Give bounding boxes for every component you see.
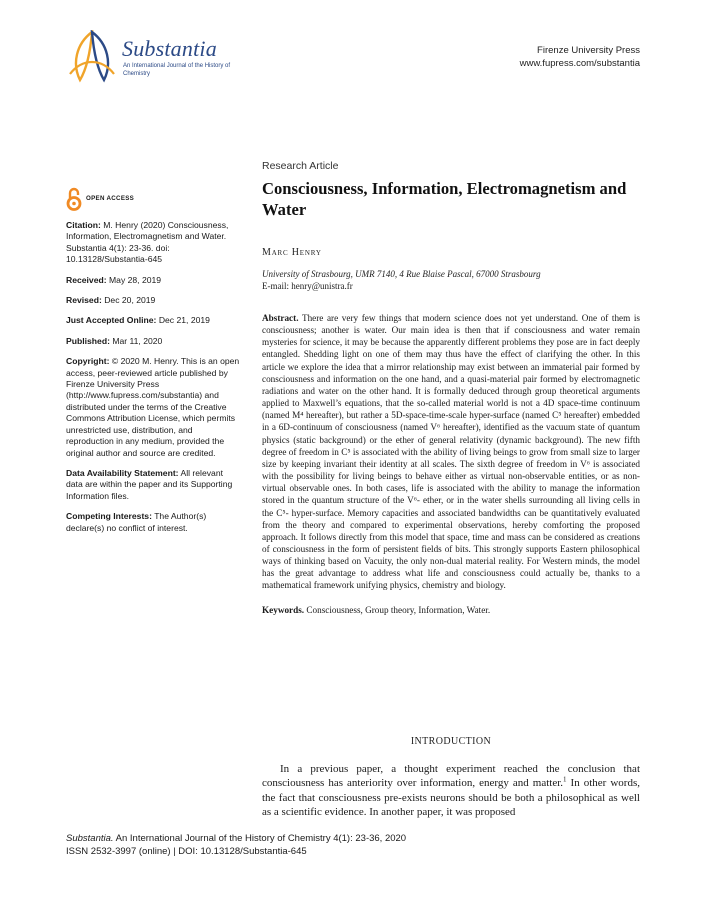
- citation-block: [66, 220, 240, 266]
- abstract: [262, 312, 640, 592]
- publisher-url[interactable]: www.fupress.com/substantia: [519, 58, 640, 69]
- copyright-label: Copyright:: [66, 356, 110, 367]
- article-author: Marc Henry: [262, 247, 322, 258]
- accepted-date: [66, 315, 240, 326]
- received-date: [66, 275, 240, 286]
- abstract-text: There are very few things that modern science does not yet understand. One of them is consciousness; another is water. Our main idea is then that if consciousness and water remain mysteries for science, it may be because the apparently different problems they pose are in fact deeply entangled. Shedding light on one of them may thus have the effect of clarifying the other. In this article we explore the idea that a mirror relationship may exist between an immaterial pair formed by consciousness and information on the one hand, and a quasi-material pair formed by electromagnetic radiations and water on the other hand. It is formally deduced through group theoretical arguments applied to Maxwell’s equations, that the so-called material world is not a 4D space-time continuum (named M⁴ hereafter), but rather a 5D-space-time-scale hyper-surface (named C⁵ hereafter) embedded in a 6D-continuum of consciousness (named V⁶ hereafter), identified as the vacuum state of quantum physics (static background) or the ether of general relativity (dynamic background). The new fifth degree of freedom in C⁵ is associated with the ability of living beings to grow from small size to larger size by keeping invariant their identity at all scales. The sixth degree of freedom in V⁶ is associated with the possibility for living beings to behave either as virtual non-observable entities, or as non-virtual observable ones. In both cases, life is associated with the ability to manage the information stored in the quantum structure of the V⁶- ether, or in the water shells surrounding all living cells in the C⁵- hyper-surface. Memory capacities and associated bandwidths can be quantitatively evaluated from the theory and compared to experimental observations, hereby comforting the proposed approach. It follows directly from this model that space, time and mass can be considered as creations of consciousness in the form of persistent fields of bits. This strongly supports Eastern philosophical ways of thinking based on Vacuity, the only non-dual material reality. For Western minds, the model has the great advantage to address what life and consciousness could actually be, thanks to a mathematical framework unifying physics, chemistry and biology.: [262, 313, 640, 591]
- open-access-label: OPEN ACCESS: [86, 195, 135, 203]
- abstract-label: Abstract.: [262, 313, 299, 323]
- published-label: Published:: [66, 335, 110, 346]
- copyright-text: © 2020 M. Henry. This is an open access, peer-reviewed article published by Firenze University Press (http://www.fupress.com/substantia) and distributed under the terms of the Creative Commons Attribution License, which permits unrestricted use, distribution, and reproduction in any medium, provided the original author and source are credited.: [66, 356, 240, 458]
- author-email: E-mail: henry@unistra.fr: [262, 281, 353, 291]
- publisher-info: [520, 44, 640, 70]
- competing-interests-label: Competing Interests:: [66, 511, 152, 522]
- article-type: Research Article: [262, 160, 339, 172]
- revised-date: [66, 295, 240, 306]
- citation-text: M. Henry (2020) Consciousness, Information, Electromagnetism and Water. Substantia 4(1): 23-36. doi: 10.13128/Substantia-645: [66, 220, 229, 265]
- author-affiliation: University of Strasbourg, UMR 7140, 4 Rue Blaise Pascal, 67000 Strasbourg: [262, 269, 541, 279]
- data-availability-text: All relevant data are within the paper and its Supporting Information files.: [66, 467, 233, 501]
- keywords: [262, 604, 640, 616]
- footer-journal-info: An International Journal of the History of Chemistry 4(1): 23-36, 2020: [113, 833, 407, 844]
- intro-text-continued: In other words, the fact that consciousness pre-exists neurons should be both a philosophical as well as a scientific evidence. In another paper, it was proposed: [262, 777, 640, 818]
- reference-1[interactable]: 1: [563, 775, 567, 784]
- footer-line-1: [66, 833, 406, 846]
- citation-label: Citation:: [66, 220, 101, 230]
- substantia-logo-icon: [66, 30, 118, 86]
- footer-journal-name: Substantia.: [66, 833, 114, 844]
- published-value: Mar 11, 2020: [112, 335, 163, 346]
- revised-value: Dec 20, 2019: [104, 295, 156, 306]
- introduction-paragraph: [262, 762, 640, 819]
- journal-logo: [66, 30, 266, 90]
- journal-name: Substantia: [122, 36, 217, 61]
- page-footer: [66, 833, 406, 858]
- accepted-value: Dec 21, 2019: [158, 315, 210, 326]
- footer-line-2: ISSN 2532-3997 (online) | DOI: 10.13128/Substantia-645: [66, 845, 307, 857]
- competing-interests-block: [66, 511, 240, 534]
- article-sidebar: [66, 184, 240, 543]
- publisher-name: Firenze University Press: [537, 45, 640, 56]
- keywords-label: Keywords.: [262, 604, 305, 615]
- accepted-label: Just Accepted Online:: [66, 315, 157, 326]
- intro-text: In a previous paper, a thought experiment reached the conclusion that consciousness has anteriority over information, energy and matter.: [262, 763, 640, 790]
- received-value: May 28, 2019: [109, 274, 162, 285]
- competing-interests-text: The Author(s) declare(s) no conflict of interest.: [66, 511, 207, 533]
- received-label: Received:: [66, 274, 107, 285]
- copyright-block: [66, 356, 240, 459]
- published-date: [66, 336, 240, 347]
- journal-subtitle: An International Journal of the History of Chemistry: [123, 63, 231, 77]
- data-availability-label: Data Availability Statement:: [66, 467, 179, 478]
- data-availability-block: [66, 468, 240, 502]
- revised-label: Revised:: [66, 295, 102, 306]
- section-heading-introduction: INTRODUCTION: [410, 736, 492, 747]
- article-title: Consciousness, Information, Electromagnetism and Water: [262, 179, 627, 219]
- keywords-text: Consciousness, Group theory, Information, Water.: [306, 604, 491, 615]
- open-access-badge: [66, 184, 240, 214]
- open-access-lock-icon: [66, 186, 82, 212]
- article-main: [262, 160, 640, 616]
